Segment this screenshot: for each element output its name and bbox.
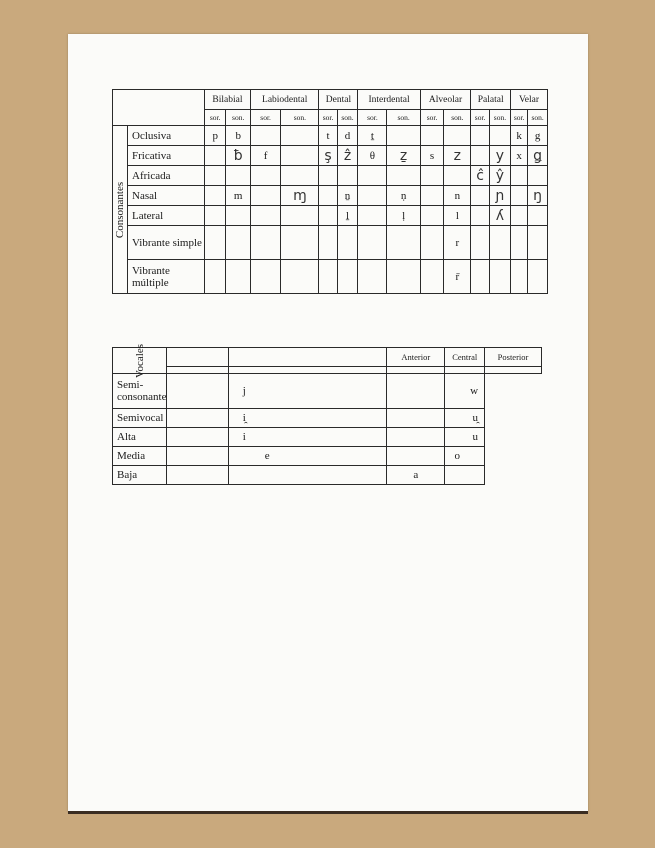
posterior-cell: o bbox=[445, 447, 485, 466]
table-row bbox=[113, 466, 542, 485]
row-label: Africada bbox=[128, 166, 205, 186]
phoneme-cell: y bbox=[489, 146, 510, 166]
phoneme-cell: ṯ bbox=[358, 126, 387, 146]
phoneme-cell bbox=[358, 206, 387, 226]
document-page bbox=[68, 34, 588, 812]
posterior-cell bbox=[445, 466, 485, 485]
phoneme-cell: ṉ bbox=[337, 186, 358, 206]
central-cell: a bbox=[387, 466, 445, 485]
phoneme-cell bbox=[281, 126, 319, 146]
voice-sor: sor. bbox=[420, 110, 444, 126]
place-interdental: Interdental bbox=[358, 90, 420, 110]
voice-sor: sor. bbox=[511, 110, 528, 126]
col-anterior: Anterior bbox=[387, 348, 445, 367]
place-palatal: Palatal bbox=[471, 90, 511, 110]
col-central: Central bbox=[445, 348, 485, 367]
phoneme-cell bbox=[358, 226, 387, 260]
spacer-row bbox=[113, 367, 542, 374]
row-label: Media bbox=[113, 447, 167, 466]
place-labiodental: Labiodental bbox=[250, 90, 319, 110]
table-row bbox=[113, 374, 542, 409]
phoneme-cell bbox=[420, 206, 444, 226]
row-label: Vibrante múltiple bbox=[128, 260, 205, 294]
phoneme-cell bbox=[250, 126, 280, 146]
central-cell bbox=[387, 447, 445, 466]
phoneme-cell bbox=[281, 226, 319, 260]
table-row bbox=[113, 146, 548, 166]
vocales-side-label bbox=[113, 343, 167, 378]
phoneme-cell: r bbox=[444, 226, 471, 260]
phoneme-cell bbox=[337, 226, 358, 260]
anterior-cell bbox=[228, 466, 386, 485]
phoneme-cell bbox=[528, 166, 548, 186]
central-cell bbox=[387, 374, 445, 409]
spacer-cell bbox=[167, 367, 228, 374]
phoneme-cell bbox=[387, 166, 420, 186]
phoneme-cell bbox=[387, 260, 420, 294]
row-label: Fricativa bbox=[128, 146, 205, 166]
blank-cell bbox=[167, 447, 228, 466]
side-label-text: Consonantes bbox=[114, 181, 126, 238]
phoneme-cell bbox=[281, 206, 319, 226]
phoneme-cell bbox=[528, 260, 548, 294]
phoneme-cell bbox=[489, 260, 510, 294]
posterior-cell: u̯ bbox=[445, 409, 485, 428]
phoneme-cell bbox=[471, 260, 490, 294]
phoneme-cell bbox=[387, 226, 420, 260]
phoneme-cell bbox=[319, 206, 337, 226]
phoneme-cell bbox=[511, 226, 528, 260]
phoneme-cell bbox=[319, 260, 337, 294]
voice-sor: sor. bbox=[471, 110, 490, 126]
spacer-cell bbox=[387, 367, 445, 374]
row-label: Oclusiva bbox=[128, 126, 205, 146]
row-label: Nasal bbox=[128, 186, 205, 206]
vowel-table bbox=[112, 343, 542, 485]
phoneme-cell: r̄ bbox=[444, 260, 471, 294]
consonant-table-body bbox=[113, 126, 548, 294]
phoneme-cell bbox=[528, 206, 548, 226]
voice-sor: sor. bbox=[250, 110, 280, 126]
phoneme-cell bbox=[420, 260, 444, 294]
place-alveolar: Alveolar bbox=[420, 90, 471, 110]
phoneme-cell bbox=[205, 186, 226, 206]
table-row bbox=[113, 166, 548, 186]
voice-sor: sor. bbox=[319, 110, 337, 126]
corner-cell bbox=[113, 90, 205, 126]
table-row bbox=[113, 126, 548, 146]
phoneme-cell bbox=[337, 166, 358, 186]
row-label: Vibrante simple bbox=[128, 226, 205, 260]
phoneme-cell bbox=[358, 166, 387, 186]
phoneme-cell bbox=[420, 226, 444, 260]
phoneme-cell: ŋ bbox=[528, 186, 548, 206]
table-row bbox=[113, 206, 548, 226]
phoneme-cell bbox=[387, 126, 420, 146]
phoneme-cell: ɱ bbox=[281, 186, 319, 206]
anterior-cell: e bbox=[228, 447, 386, 466]
phoneme-cell: ǥ bbox=[528, 146, 548, 166]
phoneme-cell bbox=[319, 226, 337, 260]
phoneme-cell: ṇ bbox=[387, 186, 420, 206]
phoneme-cell bbox=[281, 146, 319, 166]
phoneme-cell bbox=[319, 166, 337, 186]
voice-son: son. bbox=[387, 110, 420, 126]
row-label: Lateral bbox=[128, 206, 205, 226]
spacer-cell bbox=[445, 367, 485, 374]
phoneme-cell bbox=[444, 166, 471, 186]
phoneme-cell bbox=[205, 146, 226, 166]
place-dental: Dental bbox=[319, 90, 358, 110]
phoneme-cell bbox=[205, 226, 226, 260]
phoneme-cell bbox=[471, 126, 490, 146]
phoneme-cell bbox=[205, 260, 226, 294]
col-posterior: Posterior bbox=[485, 348, 542, 367]
phoneme-cell bbox=[528, 226, 548, 260]
posterior-cell: u bbox=[445, 428, 485, 447]
row-label: Alta bbox=[113, 428, 167, 447]
phoneme-cell: ş bbox=[319, 146, 337, 166]
posterior-cell: w bbox=[445, 374, 485, 409]
phoneme-cell: θ bbox=[358, 146, 387, 166]
phoneme-cell: x bbox=[511, 146, 528, 166]
phoneme-cell: ḷ bbox=[387, 206, 420, 226]
row-label: Baja bbox=[113, 466, 167, 485]
voice-sor: sor. bbox=[358, 110, 387, 126]
phoneme-cell: ḻ bbox=[337, 206, 358, 226]
phoneme-cell bbox=[250, 166, 280, 186]
blank-cell bbox=[167, 374, 228, 409]
phoneme-cell bbox=[226, 166, 251, 186]
voice-sor: sor. bbox=[205, 110, 226, 126]
voice-son: son. bbox=[528, 110, 548, 126]
phoneme-cell bbox=[471, 146, 490, 166]
phoneme-cell bbox=[358, 260, 387, 294]
phoneme-cell: ẕ bbox=[387, 146, 420, 166]
table-row bbox=[113, 409, 542, 428]
voice-son: son. bbox=[337, 110, 358, 126]
corner-cell bbox=[167, 348, 228, 367]
phoneme-cell: l bbox=[444, 206, 471, 226]
phoneme-cell: ĉ bbox=[471, 166, 490, 186]
phoneme-cell bbox=[226, 226, 251, 260]
phoneme-cell: t bbox=[319, 126, 337, 146]
blank-cell bbox=[167, 466, 228, 485]
phoneme-cell: p bbox=[205, 126, 226, 146]
phoneme-cell bbox=[281, 260, 319, 294]
anterior-cell: j bbox=[228, 374, 386, 409]
phoneme-cell bbox=[337, 260, 358, 294]
row-label: Semi-consonante bbox=[113, 374, 167, 409]
anterior-cell: i bbox=[228, 428, 386, 447]
central-cell bbox=[387, 409, 445, 428]
phoneme-cell bbox=[250, 206, 280, 226]
phoneme-cell bbox=[205, 206, 226, 226]
vowel-header-row bbox=[113, 348, 542, 367]
phoneme-cell bbox=[471, 226, 490, 260]
place-header-row bbox=[113, 90, 548, 110]
phoneme-cell bbox=[250, 260, 280, 294]
phoneme-cell: ƀ bbox=[226, 146, 251, 166]
phoneme-cell bbox=[319, 186, 337, 206]
phoneme-cell bbox=[471, 186, 490, 206]
table-row bbox=[113, 447, 542, 466]
phoneme-cell bbox=[511, 166, 528, 186]
place-velar: Velar bbox=[511, 90, 548, 110]
phoneme-cell bbox=[205, 166, 226, 186]
voice-son: son. bbox=[489, 110, 510, 126]
phoneme-cell bbox=[444, 126, 471, 146]
consonantes-side-label bbox=[113, 126, 128, 294]
phoneme-cell: m bbox=[226, 186, 251, 206]
spacer-cell bbox=[485, 367, 542, 374]
phoneme-cell bbox=[471, 206, 490, 226]
phoneme-cell bbox=[420, 186, 444, 206]
vowel-table-body bbox=[113, 374, 542, 485]
blank-cell bbox=[167, 409, 228, 428]
blank-cell bbox=[167, 428, 228, 447]
phoneme-cell: ɲ bbox=[489, 186, 510, 206]
phoneme-cell: b bbox=[226, 126, 251, 146]
phoneme-cell bbox=[420, 166, 444, 186]
phoneme-cell bbox=[511, 206, 528, 226]
phoneme-cell bbox=[250, 226, 280, 260]
table-row bbox=[113, 260, 548, 294]
place-bilabial: Bilabial bbox=[205, 90, 251, 110]
phoneme-cell: d bbox=[337, 126, 358, 146]
spacer-cell bbox=[228, 367, 386, 374]
phoneme-cell: f bbox=[250, 146, 280, 166]
side-label-text: Vocales bbox=[133, 343, 146, 378]
phoneme-cell bbox=[511, 260, 528, 294]
phoneme-cell bbox=[420, 126, 444, 146]
phoneme-cell: z bbox=[444, 146, 471, 166]
table-row bbox=[113, 226, 548, 260]
voice-son: son. bbox=[226, 110, 251, 126]
phoneme-cell: ʎ bbox=[489, 206, 510, 226]
phoneme-cell bbox=[511, 186, 528, 206]
phoneme-cell bbox=[489, 126, 510, 146]
phoneme-cell: s bbox=[420, 146, 444, 166]
phoneme-cell bbox=[250, 186, 280, 206]
phoneme-cell: n bbox=[444, 186, 471, 206]
voice-son: son. bbox=[444, 110, 471, 126]
central-cell bbox=[387, 428, 445, 447]
phoneme-cell: ŷ bbox=[489, 166, 510, 186]
phoneme-cell bbox=[489, 226, 510, 260]
phoneme-cell: ẑ bbox=[337, 146, 358, 166]
table-row bbox=[113, 186, 548, 206]
anterior-cell: i̯ bbox=[228, 409, 386, 428]
phoneme-cell bbox=[281, 166, 319, 186]
phoneme-cell: k bbox=[511, 126, 528, 146]
phoneme-cell bbox=[226, 206, 251, 226]
row-label: Semivocal bbox=[113, 409, 167, 428]
phoneme-cell bbox=[226, 260, 251, 294]
phoneme-cell: g bbox=[528, 126, 548, 146]
voice-son: son. bbox=[281, 110, 319, 126]
blank-header-cell bbox=[228, 348, 386, 367]
phoneme-cell bbox=[358, 186, 387, 206]
table-row bbox=[113, 428, 542, 447]
consonant-table bbox=[112, 89, 548, 294]
